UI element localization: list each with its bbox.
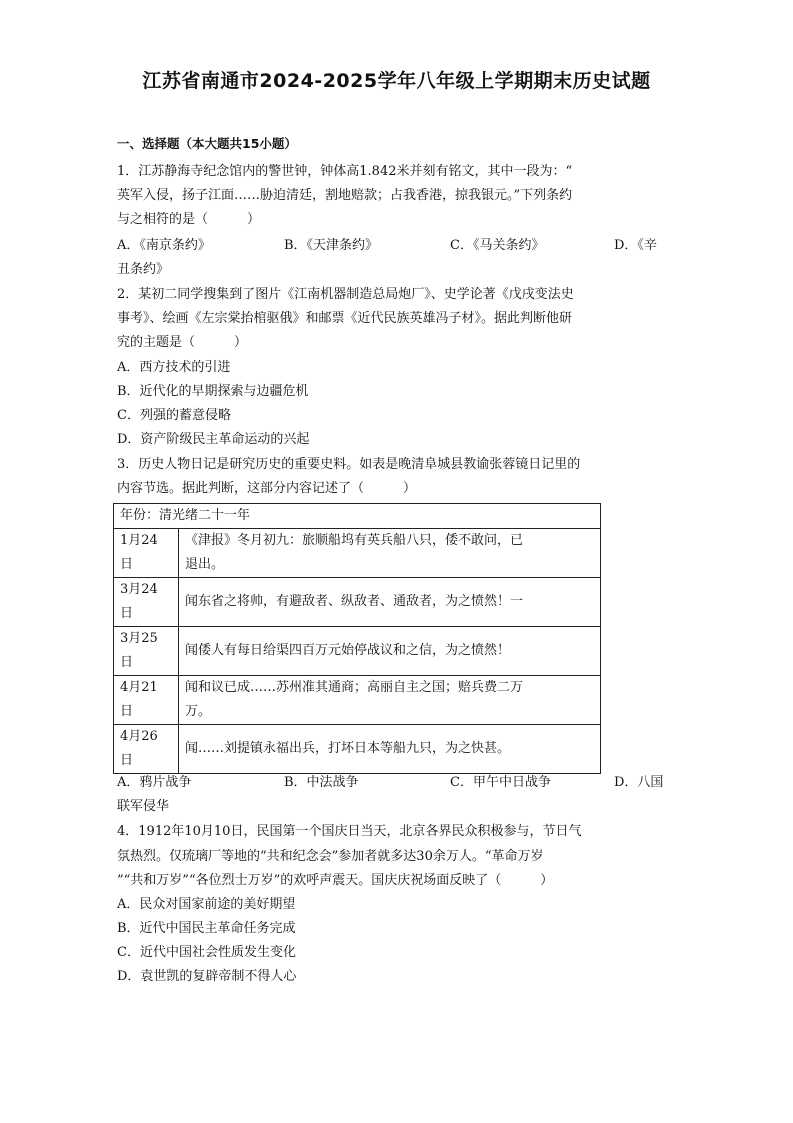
q1-option-d-continued: 丑条约》: [117, 262, 170, 277]
q4-line-3: ”“共和万岁”“各位烈士万岁”的欢呼声震天。国庆庆祝场面反映了（ ）: [117, 873, 554, 888]
entry-cell: 闻……刘提镇永福出兵，打坏日本等船九只，为之快甚。: [179, 725, 601, 774]
q3-line-2: 内容节选。据此判断，这部分内容记述了（ ）: [117, 481, 417, 496]
q2-line-2: 事考》、绘画《左宗棠抬棺驱俄》和邮票《近代民族英雄冯子材》。据此判断他研: [117, 311, 573, 326]
page-title: 江苏省南通市2024-2025学年八年级上学期期末历史试题: [142, 70, 651, 92]
q1-option-d: D．《辛: [614, 238, 657, 253]
table-row: [114, 529, 601, 578]
q2-line-3: 究的主题是（ ）: [117, 335, 248, 350]
q2-option-b: B．近代化的早期探索与边疆危机: [117, 384, 309, 399]
q4-option-c: C．近代中国社会性质发生变化: [117, 945, 296, 960]
q3-option-a: A．鸦片战争: [117, 775, 192, 790]
date-cell: 3月25 日: [114, 627, 179, 676]
table-row: [114, 725, 601, 774]
entry-cell: 闻倭人有每日给渠四百万元始停战议和之信，为之愤然！: [179, 627, 601, 676]
q4-line-2: 氛热烈。仅琉璃厂等地的“共和纪念会”参加者就多达30余万人。“革命万岁: [117, 849, 544, 864]
table-row: [114, 578, 601, 627]
table-header-cell: 年份：清光绪二十一年: [114, 504, 601, 529]
q3-line-1: 3．历史人物日记是研究历史的重要史料。如表是晚清阜城县教谕张蓉镜日记里的: [117, 457, 581, 472]
q2-option-d: D．资产阶级民主革命运动的兴起: [117, 432, 310, 447]
q1-option-a: A．《南京条约》: [117, 238, 211, 253]
q4-line-1: 4．1912年10月10日，民国第一个国庆日当天，北京各界民众积极参与，节日气: [117, 824, 582, 839]
q1-line-3: 与之相符的是（ ）: [117, 212, 261, 227]
q3-option-d-continued: 联军侵华: [117, 799, 170, 814]
date-cell: 4月26 日: [114, 725, 179, 774]
date-cell: 3月24 日: [114, 578, 179, 627]
table-header-row: [114, 504, 601, 529]
diary-table: [113, 503, 601, 774]
q1-option-b: B．《天津条约》: [284, 238, 379, 253]
q1-line-2: 英军入侵，扬子江面……胁迫清廷，割地赔款；占我香港，掠我银元。”下列条约: [117, 188, 573, 203]
q4-option-d: D．袁世凯的复辟帝制不得人心: [117, 969, 297, 984]
table-row: [114, 676, 601, 725]
entry-cell: 闻东省之将帅，有避敌者、纵敌者、通敌者，为之愤然！一: [179, 578, 601, 627]
q1-line-1: 1．江苏静海寺纪念馆内的警世钟，钟体高1.842米并刻有铭文，其中一段为：“: [117, 164, 573, 179]
q2-option-c: C．列强的蓄意侵略: [117, 408, 231, 423]
q2-option-a: A．西方技术的引进: [117, 360, 231, 375]
q2-line-1: 2．某初二同学搜集到了图片《江南机器制造总局炮厂》、史学论著《戊戌变法史: [117, 287, 574, 302]
date-cell: 1月24 日: [114, 529, 179, 578]
q4-option-a: A．民众对国家前途的美好期望: [117, 897, 296, 912]
q3-option-b: B．中法战争: [284, 775, 359, 790]
table-row: [114, 627, 601, 676]
q1-option-c: C．《马关条约》: [450, 238, 545, 253]
q3-option-c: C．甲午中日战争: [450, 775, 551, 790]
entry-cell: 《津报》冬月初九：旅顺船坞有英兵船八只，倭不敢问，已 退出。: [179, 529, 601, 578]
entry-cell: 闻和议已成……苏州准其通商；高丽自主之国；赔兵费二万 万。: [179, 676, 601, 725]
date-cell: 4月21 日: [114, 676, 179, 725]
q4-option-b: B．近代中国民主革命任务完成: [117, 921, 296, 936]
q3-option-d: D．八国: [614, 775, 664, 790]
section-heading: 一、选择题（本大题共15小题）: [117, 136, 297, 151]
